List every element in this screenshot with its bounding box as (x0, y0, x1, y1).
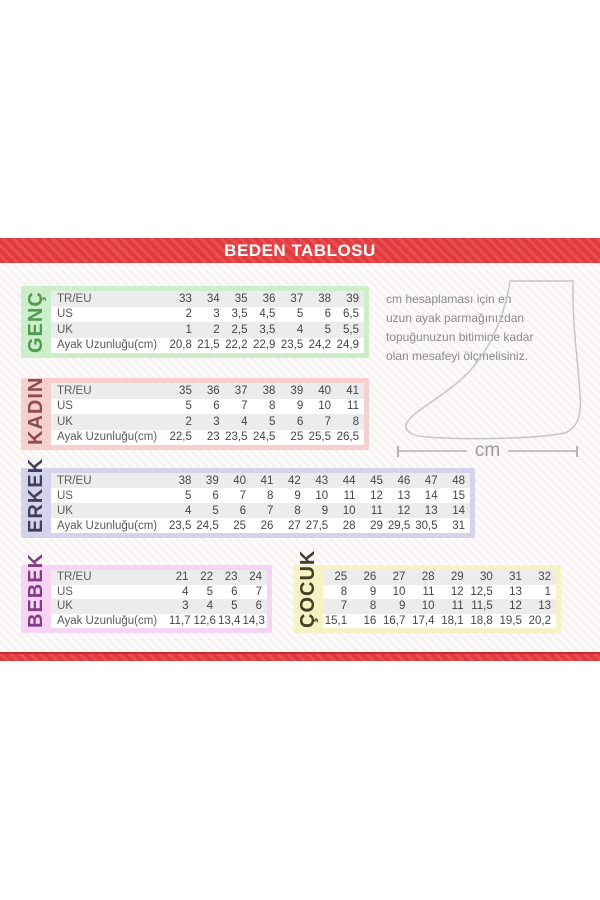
size-value: 13 (509, 585, 522, 598)
size-value: 7 (255, 585, 262, 598)
measure-tick-right (576, 446, 578, 457)
size-value: 31 (452, 519, 465, 532)
size-value: 3 (213, 415, 220, 428)
size-value: 3,5 (259, 323, 276, 336)
size-value: 29 (450, 571, 464, 584)
section-label-kadin: KADIN (25, 376, 47, 445)
size-value: 5 (184, 489, 192, 502)
bottom-accent-bar (0, 652, 600, 661)
table-row (51, 585, 267, 600)
size-value: 40 (233, 474, 247, 487)
size-value: 6 (213, 400, 220, 413)
size-value: 24,2 (308, 339, 332, 352)
size-value: 13,4 (218, 614, 241, 627)
size-value: 10 (315, 489, 329, 502)
size-section-genc (21, 286, 369, 358)
size-section-erkek (21, 457, 475, 538)
size-value: 23,5 (280, 339, 304, 352)
size-value: 4 (296, 323, 304, 336)
size-value: 43 (315, 474, 329, 487)
size-value: 7 (324, 415, 332, 428)
size-value: 18,1 (441, 614, 464, 627)
size-value: 11 (422, 585, 435, 598)
size-value: 26 (260, 519, 274, 532)
table-row (51, 473, 470, 488)
size-value: 6 (296, 415, 304, 428)
size-value: 38 (262, 384, 276, 397)
size-table-kadin (51, 383, 364, 445)
size-section-kadin (21, 378, 369, 450)
size-value: 4 (241, 415, 248, 428)
size-value: 27,5 (305, 519, 329, 532)
size-value: 12 (397, 504, 411, 517)
size-value: 29,5 (387, 519, 411, 532)
size-value: 22,9 (252, 339, 276, 352)
cm-label: cm (474, 440, 501, 461)
section-label-bebek: BEBEK (25, 552, 47, 628)
size-value: 10 (421, 600, 435, 613)
size-value: 12,5 (470, 585, 493, 598)
size-value: 21 (175, 571, 189, 584)
size-value: 8 (294, 504, 301, 517)
size-value: 26 (363, 571, 377, 584)
row-label: US (57, 308, 73, 321)
size-value: 11 (343, 489, 356, 502)
size-value: 32 (538, 571, 551, 584)
size-value: 7 (340, 600, 348, 613)
row-label: TR/EU (57, 292, 92, 305)
size-value: 11,5 (471, 600, 493, 613)
size-value: 9 (369, 585, 377, 598)
size-value: 12,6 (193, 614, 216, 627)
row-label: Ayak Uzunluğu(cm) (57, 614, 158, 627)
row-label: TR/EU (57, 571, 92, 584)
size-value: 4,5 (259, 308, 276, 321)
table-row (51, 570, 267, 585)
size-value: 9 (398, 600, 406, 613)
table-row (51, 383, 364, 399)
size-value: 39 (346, 292, 359, 305)
size-value: 30,5 (415, 519, 438, 532)
size-value: 39 (290, 384, 304, 397)
size-value: 16 (363, 614, 377, 627)
table-row (323, 599, 556, 614)
size-value: 48 (452, 474, 465, 487)
size-value: 25 (334, 571, 348, 584)
size-value: 44 (342, 474, 356, 487)
table-row (51, 307, 364, 323)
size-value: 6 (231, 585, 238, 598)
table-row (51, 414, 364, 430)
row-label: TR/EU (57, 384, 92, 397)
size-value: 7 (267, 504, 274, 517)
size-value: 33 (179, 292, 192, 305)
measure-line-right (508, 450, 576, 452)
size-value: 41 (260, 474, 274, 487)
table-row (51, 488, 470, 503)
row-label: UK (57, 415, 73, 428)
row-label: TR/EU (57, 474, 92, 487)
size-value: 24 (249, 571, 262, 584)
size-value: 10 (392, 585, 406, 598)
size-value: 11 (370, 504, 383, 517)
row-label: US (57, 489, 73, 502)
size-value: 15,1 (324, 614, 348, 627)
size-value: 25 (290, 431, 304, 444)
size-value: 8 (340, 585, 348, 598)
size-value: 24,9 (336, 339, 359, 352)
row-label: UK (57, 504, 73, 517)
size-value: 9 (296, 400, 304, 413)
size-value: 13 (538, 600, 551, 613)
size-value: 8 (267, 489, 274, 502)
size-value: 20,2 (528, 614, 551, 627)
size-value: 24,5 (196, 519, 219, 532)
table-row (51, 399, 364, 415)
table-row (51, 614, 267, 629)
size-value: 26,5 (336, 431, 359, 444)
size-value: 47 (424, 474, 438, 487)
row-label: US (57, 585, 73, 598)
size-value: 11 (347, 400, 359, 413)
size-value: 35 (234, 292, 248, 305)
size-value: 3,5 (231, 308, 248, 321)
section-label-cocuk: ÇOCUK (297, 549, 319, 628)
table-row (323, 585, 556, 600)
size-value: 14,3 (242, 614, 265, 627)
size-value: 38 (318, 292, 332, 305)
row-label: Ayak Uzunluğu(cm) (57, 519, 158, 532)
size-value: 5 (206, 585, 213, 598)
size-value: 27 (392, 571, 406, 584)
size-value: 22 (200, 571, 213, 584)
size-value: 19,5 (499, 614, 522, 627)
size-table-erkek (51, 473, 470, 533)
size-value: 4 (206, 600, 213, 613)
size-value: 34 (206, 292, 220, 305)
size-value: 1 (185, 323, 192, 336)
table-row (51, 599, 267, 614)
size-value: 8 (369, 600, 377, 613)
size-value: 9 (294, 489, 301, 502)
row-label: Ayak Uzunluğu(cm) (57, 339, 158, 352)
size-value: 2 (185, 308, 192, 321)
size-value: 37 (234, 384, 248, 397)
table-row (51, 322, 364, 338)
size-value: 5 (185, 400, 192, 413)
size-value: 12 (370, 489, 383, 502)
size-value: 21,5 (197, 339, 220, 352)
size-value: 10 (318, 400, 332, 413)
size-value: 23 (206, 431, 220, 444)
size-value: 39 (205, 474, 219, 487)
size-value: 27 (288, 519, 301, 532)
size-value: 22,2 (225, 339, 248, 352)
size-value: 15 (452, 489, 465, 502)
size-value: 38 (178, 474, 192, 487)
size-value: 2 (213, 323, 220, 336)
foot-outline-illustration (395, 278, 590, 443)
size-value: 7 (241, 400, 248, 413)
size-value: 9 (321, 504, 329, 517)
table-row (323, 614, 556, 629)
table-row (51, 291, 364, 307)
size-value: 2 (185, 415, 192, 428)
size-value: 13 (424, 504, 438, 517)
size-section-cocuk (293, 549, 561, 633)
section-label-genc: GENÇ (25, 291, 47, 353)
table-row (51, 518, 470, 533)
size-value: 6 (239, 504, 247, 517)
size-value: 10 (342, 504, 356, 517)
size-value: 30 (479, 571, 493, 584)
size-value: 12 (509, 600, 522, 613)
size-value: 8 (268, 400, 276, 413)
size-value: 5 (212, 504, 219, 517)
size-value: 29 (370, 519, 383, 532)
size-value: 42 (288, 474, 301, 487)
size-value: 20,8 (169, 339, 192, 352)
size-value: 12 (450, 585, 464, 598)
size-value: 23,5 (169, 519, 192, 532)
size-value: 35 (179, 384, 192, 397)
size-value: 36 (262, 292, 276, 305)
size-value: 8 (352, 415, 359, 428)
size-value: 36 (206, 384, 220, 397)
title-bar (0, 238, 600, 263)
measurement-instructions: cm hesaplaması için en uzun ayak parmağınızdan topuğunuzun bitimine kadar olan mesafeyi ölçmelisiniz. (386, 292, 534, 363)
size-value: 6 (324, 308, 332, 321)
row-label: UK (57, 600, 73, 613)
size-value: 16,7 (382, 614, 406, 627)
size-value: 5 (231, 600, 238, 613)
size-value: 18,8 (470, 614, 493, 627)
size-value: 11 (451, 600, 464, 613)
row-label: Ayak Uzunluğu(cm) (57, 431, 158, 444)
size-value: 37 (290, 292, 304, 305)
size-value: 6 (255, 600, 262, 613)
size-value: 5 (324, 323, 332, 336)
size-value: 3 (213, 308, 220, 321)
size-value: 1 (544, 585, 551, 598)
measure-line-left (399, 450, 467, 452)
size-value: 23 (224, 571, 238, 584)
size-value: 4 (182, 585, 189, 598)
size-value: 41 (346, 384, 359, 397)
size-value: 5 (268, 415, 276, 428)
size-value: 14 (424, 489, 438, 502)
size-value: 11,7 (169, 614, 191, 627)
size-section-bebek (21, 552, 272, 633)
size-value: 45 (370, 474, 383, 487)
row-label: UK (57, 323, 73, 336)
size-value: 5 (296, 308, 304, 321)
size-value: 6 (212, 489, 219, 502)
size-value: 2,5 (231, 323, 248, 336)
size-value: 7 (239, 489, 247, 502)
size-value: 24,5 (252, 431, 276, 444)
table-row (51, 503, 470, 518)
table-row (51, 338, 364, 354)
cm-measure-line (397, 439, 578, 463)
row-label: US (57, 400, 73, 413)
section-label-erkek: ERKEK (25, 457, 47, 533)
table-row (51, 430, 364, 446)
content-area (0, 263, 600, 652)
size-value: 40 (318, 384, 332, 397)
size-value: 3 (182, 600, 189, 613)
size-value: 28 (342, 519, 356, 532)
size-value: 6,5 (343, 308, 359, 321)
size-value: 28 (421, 571, 435, 584)
size-value: 25 (233, 519, 247, 532)
size-value: 23,5 (225, 431, 248, 444)
size-table-cocuk (323, 570, 556, 628)
page-title: BEDEN TABLOSU (224, 240, 376, 260)
size-value: 17,4 (412, 614, 435, 627)
size-value: 25,5 (308, 431, 332, 444)
size-value: 22,5 (169, 431, 192, 444)
size-value: 14 (452, 504, 465, 517)
size-value: 4 (184, 504, 192, 517)
size-value: 31 (509, 571, 522, 584)
size-table-bebek (51, 570, 267, 628)
size-value: 13 (397, 489, 411, 502)
size-table-genc (51, 291, 364, 353)
size-value: 46 (397, 474, 411, 487)
size-value: 5,5 (343, 323, 359, 336)
table-row (323, 570, 556, 585)
